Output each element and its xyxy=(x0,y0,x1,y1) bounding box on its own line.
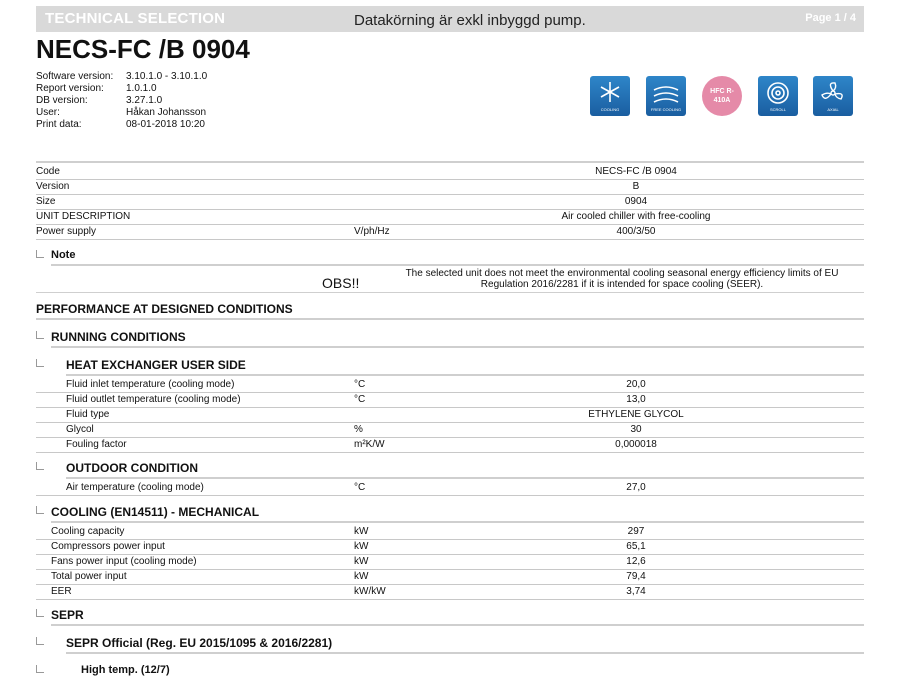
outdoor-heading: OUTDOOR CONDITION xyxy=(66,461,198,475)
table-row xyxy=(36,539,864,555)
note-text-line: Regulation 2016/2281 if it is intended for space cooling (SEER). xyxy=(480,279,764,290)
meta-key: DB version: xyxy=(36,95,88,106)
table-row xyxy=(36,480,864,496)
header-center-note: Datakörning är exkl inbyggd pump. xyxy=(354,12,586,29)
icon-caption: FREE COOLING xyxy=(650,107,682,112)
free-cooling-icon xyxy=(646,76,686,116)
meta-key: Print data: xyxy=(36,119,82,130)
row-value: 12,6 xyxy=(626,556,646,567)
meta-key: Software version: xyxy=(36,71,114,82)
section-rule xyxy=(66,477,864,479)
row-value: 0,000018 xyxy=(615,439,657,450)
row-label: Air temperature (cooling mode) xyxy=(66,482,204,493)
tree-marker xyxy=(36,462,44,470)
row-value: 30 xyxy=(630,424,642,435)
table-row xyxy=(36,437,864,453)
row-unit: V/ph/Hz xyxy=(354,226,390,237)
header-left-title: TECHNICAL SELECTION xyxy=(45,10,226,27)
page-indicator: Page 1 / 4 xyxy=(805,12,856,24)
row-unit: kW/kW xyxy=(354,586,386,597)
axial-fan-icon xyxy=(813,76,853,116)
section-rule xyxy=(51,264,864,266)
table-row xyxy=(36,194,864,210)
row-unit: kW xyxy=(354,526,369,537)
row-unit: °C xyxy=(354,379,366,390)
table-row xyxy=(36,377,864,393)
section-rule xyxy=(66,374,864,376)
running-heading: RUNNING CONDITIONS xyxy=(51,330,186,344)
section-rule xyxy=(51,346,864,348)
row-label: Glycol xyxy=(66,424,94,435)
row-label: Fluid inlet temperature (cooling mode) xyxy=(66,379,235,390)
table-row xyxy=(36,584,864,600)
table-row xyxy=(36,524,864,540)
meta-value: Håkan Johansson xyxy=(126,107,207,118)
row-value: NECS-FC /B 0904 xyxy=(595,166,677,177)
row-value: 27,0 xyxy=(626,482,646,493)
section-rule xyxy=(36,318,864,320)
row-label: Compressors power input xyxy=(51,541,165,552)
tree-marker xyxy=(36,250,44,258)
icon-caption: AXIAL xyxy=(827,107,839,112)
row-value: 297 xyxy=(627,526,645,537)
section-rule xyxy=(36,161,864,163)
section-rule xyxy=(51,521,864,523)
sepr-official-heading: SEPR Official (Reg. EU 2015/1095 & 2016/2281) xyxy=(66,636,333,650)
row-unit: % xyxy=(354,424,363,435)
row-unit: kW xyxy=(354,541,369,552)
row-label: Code xyxy=(36,166,60,177)
table-row xyxy=(36,209,864,225)
row-label: Size xyxy=(36,196,56,207)
row-unit: °C xyxy=(354,482,366,493)
section-rule xyxy=(51,624,864,626)
tree-marker xyxy=(36,609,44,617)
scroll-icon xyxy=(758,76,798,116)
obs-label: OBS!! xyxy=(322,275,360,291)
table-row xyxy=(36,407,864,423)
icon-caption: SCROLL xyxy=(769,107,786,112)
meta-value: 08-01-2018 10:20 xyxy=(126,119,205,130)
note-text-line: The selected unit does not meet the environmental cooling seasonal energy efficiency limits of EU xyxy=(405,268,839,279)
cooling-icon xyxy=(590,76,630,116)
table-row xyxy=(36,224,864,240)
table-row xyxy=(36,569,864,585)
high-temp-heading: High temp. (12/7) xyxy=(81,664,170,676)
table-row xyxy=(36,392,864,408)
tree-marker xyxy=(36,637,44,645)
row-value: 3,74 xyxy=(626,586,646,597)
row-label: Power supply xyxy=(36,226,97,237)
table-row xyxy=(36,164,864,180)
row-label: EER xyxy=(51,586,72,597)
meta-key: Report version: xyxy=(36,83,104,94)
row-label: Fluid outlet temperature (cooling mode) xyxy=(66,394,241,405)
heat-exchanger-heading: HEAT EXCHANGER USER SIDE xyxy=(66,358,246,372)
tree-marker xyxy=(36,665,44,673)
header-bar xyxy=(36,6,864,32)
row-label: UNIT DESCRIPTION xyxy=(36,211,131,222)
row-label: Version xyxy=(36,181,70,192)
meta-key: User: xyxy=(36,107,60,118)
sepr-heading: SEPR xyxy=(51,608,84,622)
table-row xyxy=(36,179,864,195)
row-label: Fans power input (cooling mode) xyxy=(51,556,197,567)
table-row xyxy=(36,422,864,438)
meta-value: 3.27.1.0 xyxy=(126,95,163,106)
table-row xyxy=(36,554,864,570)
note-heading: Note xyxy=(51,249,76,261)
performance-heading: PERFORMANCE AT DESIGNED CONDITIONS xyxy=(36,302,293,316)
refrigerant-label: HFC R-410A xyxy=(710,88,734,104)
tree-marker xyxy=(36,506,44,514)
cooling-heading: COOLING (EN14511) - MECHANICAL xyxy=(51,505,260,519)
row-unit: kW xyxy=(354,571,369,582)
row-unit: °C xyxy=(354,394,366,405)
page-title: NECS-FC /B 0904 xyxy=(36,34,250,64)
row-unit: m²K/W xyxy=(354,439,385,450)
row-value: Air cooled chiller with free-cooling xyxy=(561,211,711,222)
row-value: ETHYLENE GLYCOL xyxy=(588,409,684,420)
report-meta xyxy=(36,71,286,133)
row-value: 65,1 xyxy=(626,541,646,552)
section-rule xyxy=(36,292,864,293)
row-value: B xyxy=(632,181,640,192)
section-rule xyxy=(66,652,864,654)
icon-caption: COOLING xyxy=(600,107,620,112)
tree-marker xyxy=(36,359,44,367)
row-label: Total power input xyxy=(51,571,127,582)
row-label: Cooling capacity xyxy=(51,526,125,537)
refrigerant-icon xyxy=(702,76,742,116)
row-value: 20,0 xyxy=(626,379,646,390)
meta-value: 1.0.1.0 xyxy=(126,83,157,94)
row-value: 0904 xyxy=(624,196,648,207)
row-label: Fouling factor xyxy=(66,439,127,450)
row-unit: kW xyxy=(354,556,369,567)
row-label: Fluid type xyxy=(66,409,110,420)
row-value: 400/3/50 xyxy=(616,226,656,237)
row-value: 79,4 xyxy=(626,571,646,582)
row-value: 13,0 xyxy=(626,394,646,405)
note-text xyxy=(380,268,864,290)
tree-marker xyxy=(36,331,44,339)
meta-value: 3.10.1.0 - 3.10.1.0 xyxy=(126,71,208,82)
